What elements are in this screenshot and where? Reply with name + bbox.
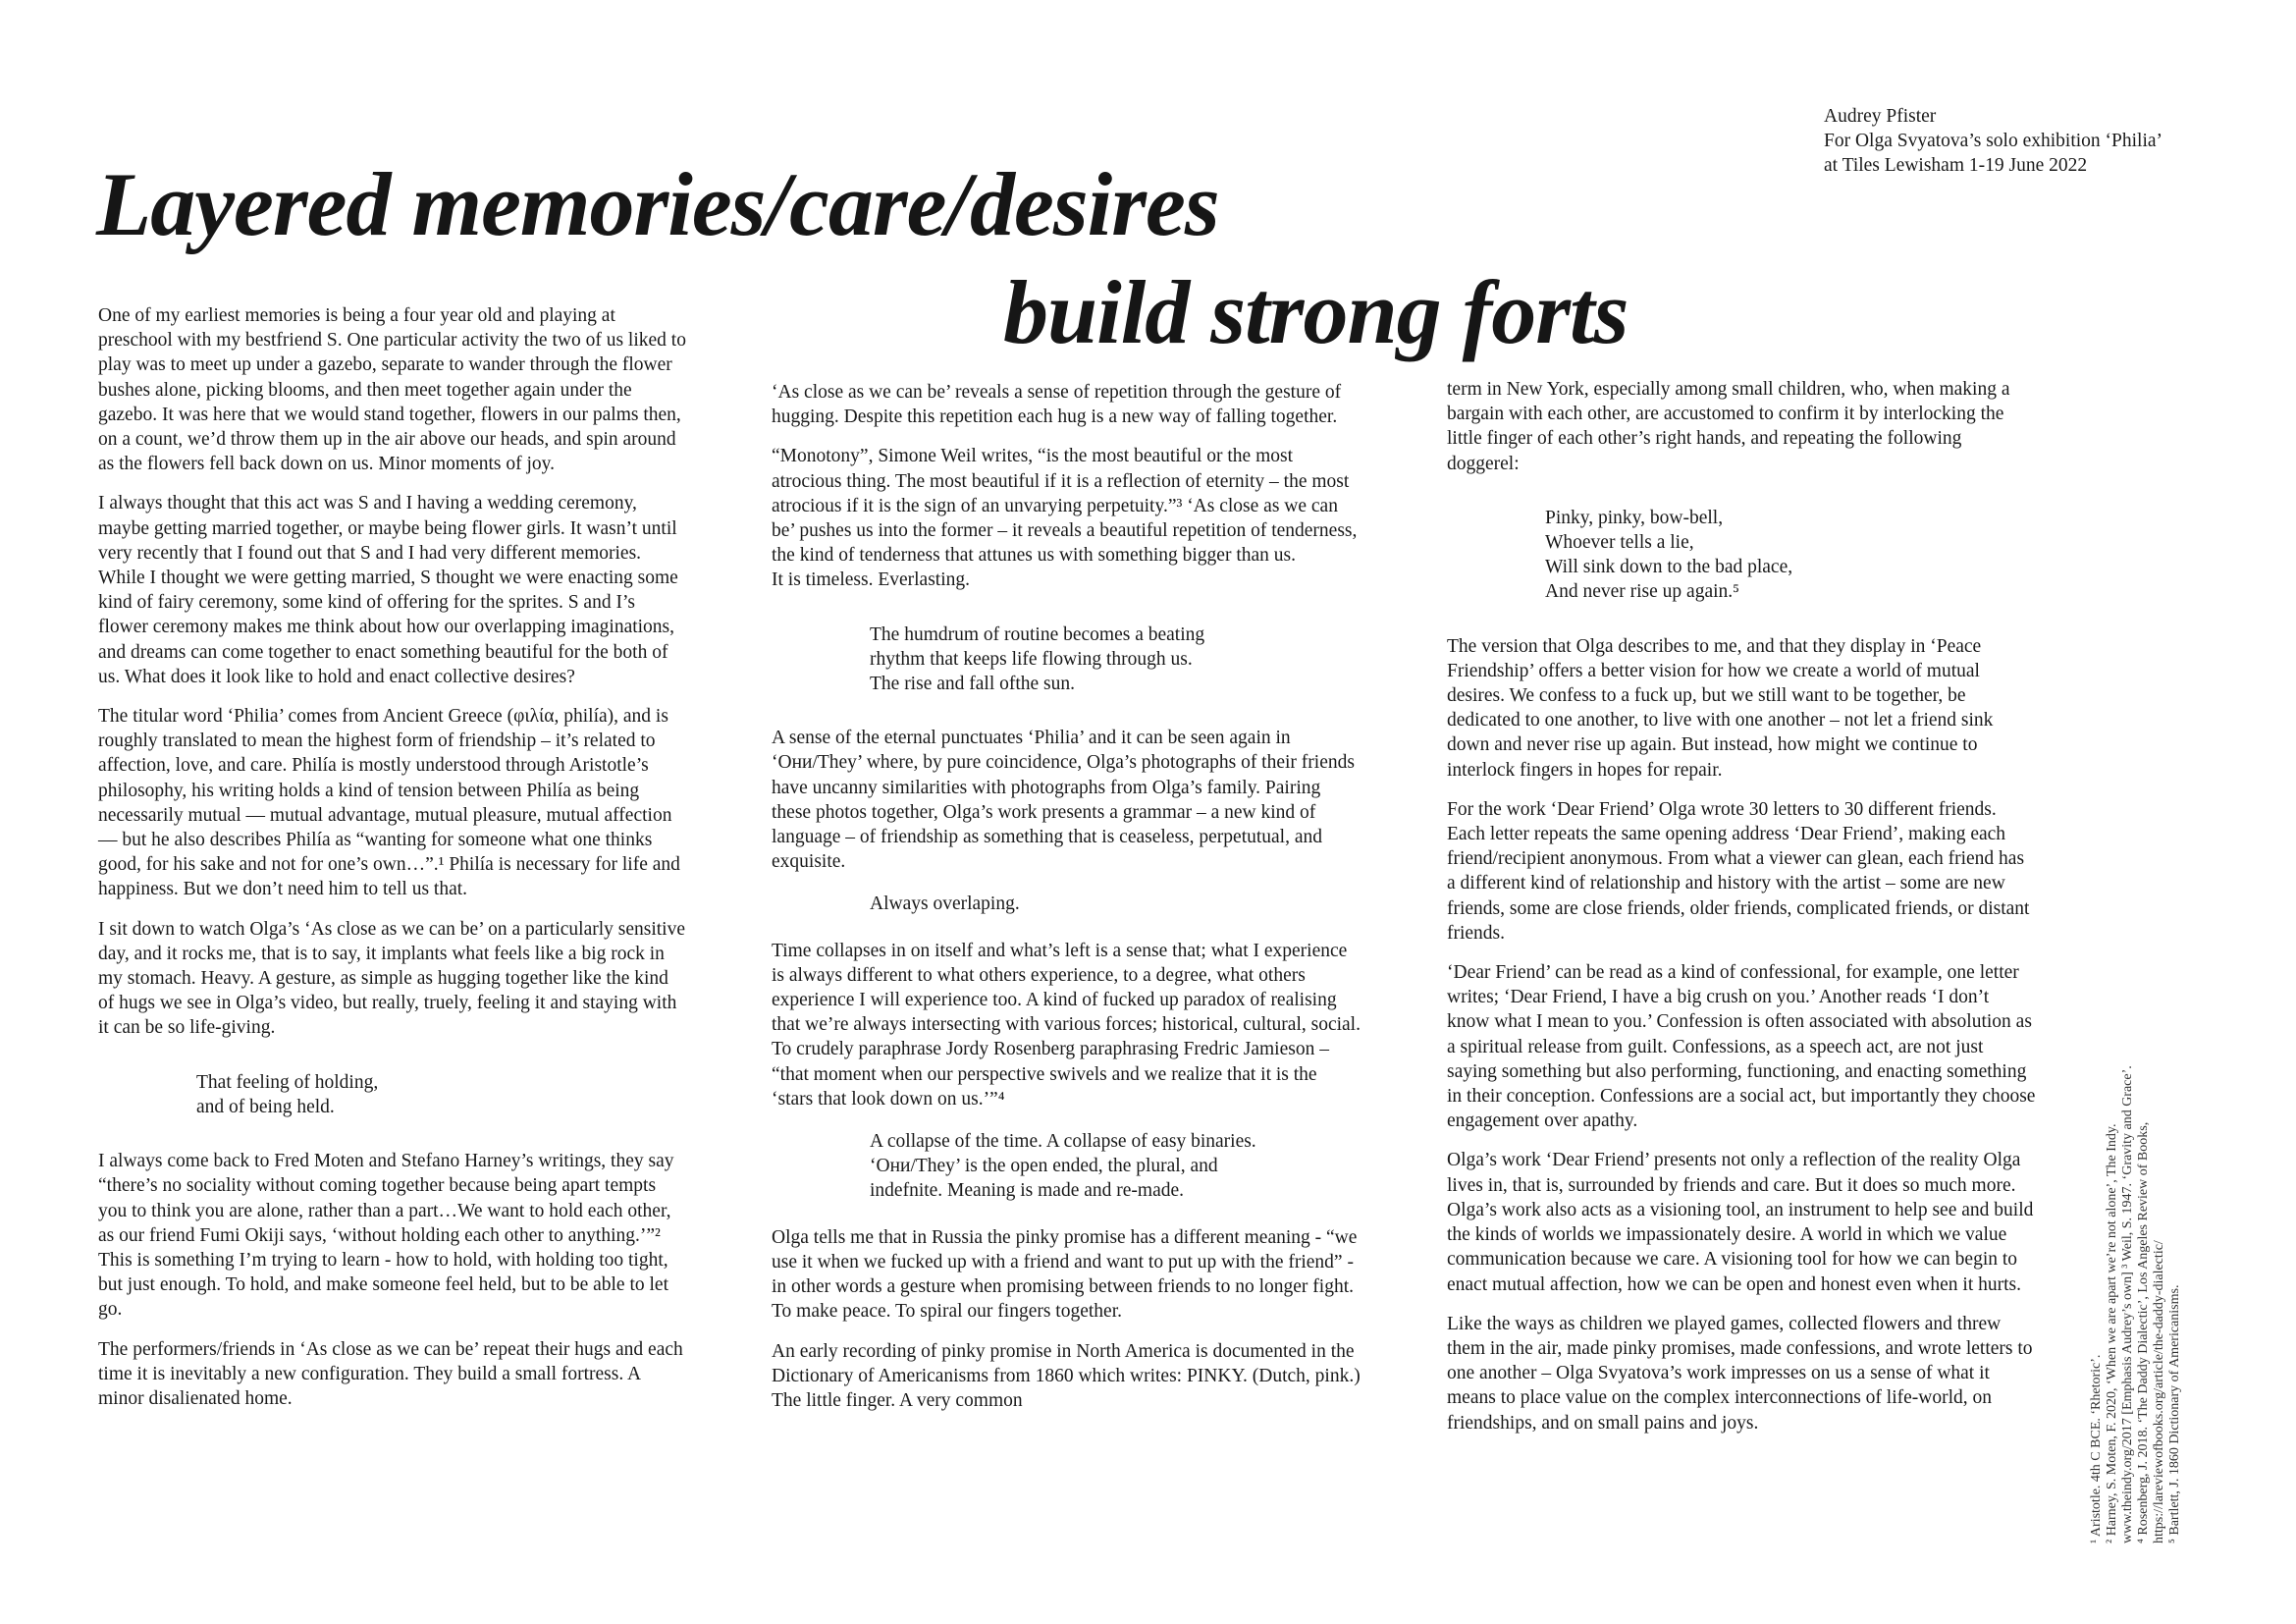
paragraph: Olga tells me that in Russia the pinky promise has a different meaning - “we use it when we fucked up with a friend and want to put up with the friend” - in other words a gesture when promising between friends to no longer fight. To make peace. To spiral our fingers together. xyxy=(772,1226,1358,1323)
pull-quote: The humdrum of routine becomes a beating rhythm that keeps life flowing through us. The rise and fall ofthe sun. xyxy=(870,623,1205,695)
title-line-1: Layered memories/care/desires xyxy=(96,153,1219,254)
paragraph: I sit down to watch Olga’s ‘As close as we can be’ on a particularly sensitive day, and it rocks me, that is to say, it implants what feels like a big rock in my stomach. Heavy. A gesture, as simple as hugging together like the kind of hugs we see in Olga’s video, but really, truely, feeling it and staying with it can be so life-giving. xyxy=(98,918,686,1039)
paragraph: The titular word ‘Philia’ comes from Ancient Greece (φιλία, philía), and is roughly translated to mean the highest form of friendship – it’s related to affection, love, and care. Philía is mostly understood through Aristotle’s philosophy, his writing holds a kind of tension between Philía as being necessarily mutual — mutual advantage, mutual pleasure, mutual affection — but he also describes Philía as “wanting for someone what one thinks good, for his sake and not for one’s own…”.¹ Philía is necessary for life and happiness. But we don’t need him to tell us that. xyxy=(98,706,680,900)
author-name: Audrey Pfister xyxy=(1824,106,1937,127)
paragraph: Like the ways as children we played games, collected flowers and threw them in the air, made pinky promises, made confessions, and wrote letters to one another – Olga Svyatova’s work impresses on us a sense of what it means to place value on the complex interconnections of life-world, on friendships, and on small pains and joys. xyxy=(1447,1313,2033,1434)
paragraph: term in New York, especially among small children, who, when making a bargain with each other, are accustomed to confirm it by interlocking the little finger of each other’s right hands, and repeating the following doggerel: xyxy=(1447,379,2010,474)
text-column-3 xyxy=(1447,377,2036,1450)
paragraph: Time collapses in on itself and what’s left is a sense that; what I experience is always different to what others experience, to a degree, what others experience I will experience too. A kind of fucked up paradox of realising that we’re always intersecting with various forces; historical, cultural, social. To crudely paraphrase Jordy Rosenberg paraphrasing Fredric Jamieson – “that moment when our perspective swivels and we realize that it is the ‘stars that look down on us.’”⁴ xyxy=(772,940,1361,1110)
pull-quote: That feeling of holding, and of being held. xyxy=(196,1071,379,1117)
paragraph: Olga’s work ‘Dear Friend’ presents not only a reflection of the reality Olga lives in, that is, surrounded by friends and care. But it does so much more. Olga’s work also acts as a visioning tool, an instrument to help see and build the kinds of worlds we impassionately desire. A world in which we value communication because we care. A visioning tool for how we can begin to enact mutual affection, how we can be open and honest even when it hurts. xyxy=(1447,1150,2034,1295)
paragraph: “Monotony”, Simone Weil writes, “is the most beautiful or the most atrocious thing. The most beautiful if it is a reflection of eternity – the most atrocious if it is the sign of an unvarying perpetuity.”³ ‘As close as we can be’ pushes us into the former – it reveals a beautiful repetition of tenderness, the kind of tenderness that attunes us with something bigger than us. It is timeless. Everlasting. xyxy=(772,446,1358,591)
footnote: ² Harney, S. Moten, F. 2020, ‘When we are apart we’re not alone’, The Indy. www.theindy.org/2017 [Emphasis Audrey’s own] ³ Weil, S. 1947. ‘Gravity and Grace’. xyxy=(2105,1065,2135,1543)
paragraph: I always thought that this act was S and I having a wedding ceremony, maybe getting married together, or maybe being flower girls. It wasn’t until very recently that I found out that S and I had very different memories. While I thought we were getting married, S thought we were enacting some kind of fairy ceremony, some kind of offering for the sprites. S and I’s flower ceremony makes me think about how our overlapping imaginations, and dreams can come together to enact something beautiful for the both of us. What does it look like to hold and enact collective desires? xyxy=(98,493,678,687)
exhibition-line: For Olga Svyatova’s solo exhibition ‘Philia’ xyxy=(1824,131,2163,151)
author-info xyxy=(1824,104,2163,178)
paragraph: An early recording of pinky promise in North America is documented in the Dictionary of Americanisms from 1860 which writes: PINKY. (Dutch, pink.) The little finger. A very common xyxy=(772,1340,1361,1411)
paragraph: ‘As close as we can be’ reveals a sense of repetition through the gesture of hugging. Despite this repetition each hug is a new way of falling together. xyxy=(772,382,1342,428)
paragraph: The performers/friends in ‘As close as we can be’ repeat their hugs and each time it is inevitably a new configuration. They build a small fortress. A minor disalienated home. xyxy=(98,1338,683,1409)
pull-quote: Pinky, pinky, bow-bell, Whoever tells a lie, Will sink down to the bad place, And never rise up again.⁵ xyxy=(1545,507,1793,603)
paragraph: ‘Dear Friend’ can be read as a kind of confessional, for example, one letter writes; ‘Dear Friend, I have a big crush on you.’ Another reads ‘I don’t know what I mean to you.’ Confession is often associated with absolution as a spiritual release from guilt. Confessions, as a speech act, are not just saying something but also performing, functioning, and enacting something in their conception. Confessions are a social act, but importantly they choose engagement over apathy. xyxy=(1447,962,2036,1132)
pull-quote: Always overlaping. xyxy=(870,893,1020,915)
footnote: ¹ Aristotle. 4th C BCE. ‘Rhetoric’. xyxy=(2089,1354,2104,1543)
paragraph: The version that Olga describes to me, and that they display in ‘Peace Friendship’ offers a better vision for how we create a world of mutual desires. We confess to a fuck up, but we still want to be together, be dedicated to one another, to live with one another – not let a friend sink down and never rise up again. But instead, how might we continue to interlock fingers in hopes for repair. xyxy=(1447,635,1994,781)
title-line-2: build strong forts xyxy=(1003,261,1629,362)
paragraph: I always come back to Fred Moten and Stefano Harney’s writings, they say “there’s no sociality without coming together because being apart tempts you to think you are alone, rather than a part…We want to hold each other, as our friend Fumi Okiji says, ‘without holding each other to anything.’”² This is something I’m trying to learn - how to hold, with holding too tight, but just enough. To hold, and make someone feel held, but to be able to let go. xyxy=(98,1151,674,1321)
footnote: ⁵ Bartlett, J. 1860 Dictionary of Americanisms. xyxy=(2167,1284,2182,1543)
paragraph: One of my earliest memories is being a four year old and playing at preschool with my bestfriend S. One particular activity the two of us liked to play was to meet up under a gazebo, separate to wander through the flower bushes alone, picking blooms, and then meet together again under the gazebo. It was here that we would stand together, flowers in our palms then, on a count, we’d throw them up in the air above our heads, and spin around as the flowers fell back down on us. Minor moments of joy. xyxy=(98,305,686,475)
pull-quote: A collapse of the time. A collapse of easy binaries. ‘Они/They’ is the open ended, the plural, and indefnite. Meaning is made and re-made. xyxy=(870,1131,1256,1202)
paragraph: For the work ‘Dear Friend’ Olga wrote 30 letters to 30 different friends. Each letter repeats the same opening address ‘Dear Friend’, making each friend/recipient anonymous. From what a viewer can glean, each friend has a different kind of relationship and history with the artist – some are new friends, some are close friends, older friends, complicated friends, or distant friends. xyxy=(1447,798,2030,944)
venue-line: at Tiles Lewisham 1-19 June 2022 xyxy=(1824,155,2088,176)
text-column-2 xyxy=(772,380,1361,1428)
text-column-1 xyxy=(98,303,687,1426)
paragraph: A sense of the eternal punctuates ‘Philia’ and it can be seen again in ‘Они/They’ where, by pure coincidence, Olga’s photographs of their friends have uncanny similarities with photographs from Olga’s family. Pairing these photos together, Olga’s work presents a grammar – a new kind of language – of friendship as something that is ceaseless, perpetutual, and exquisite. xyxy=(772,728,1355,873)
footnotes xyxy=(2089,1033,2183,1543)
footnote: ⁴ Rosenberg, J. 2018. ‘The Daddy Dialectic’, Los Angeles Review of Books, https://lareviewofbooks.org/article/the-daddy-dialectic/ xyxy=(2136,1121,2166,1543)
